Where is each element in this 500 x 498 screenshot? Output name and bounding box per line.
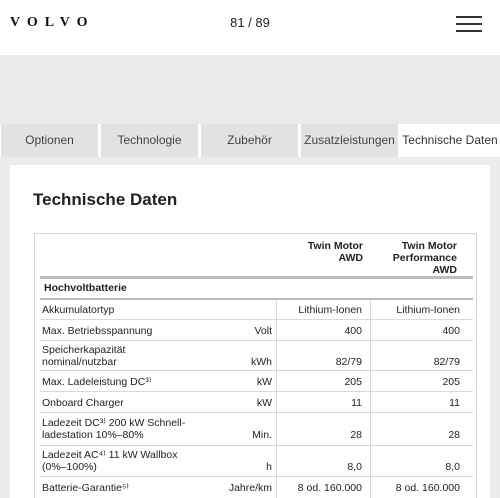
tab-technische-daten[interactable]: Technische Daten (400, 124, 500, 157)
row-unit: Jahre/km (228, 482, 272, 494)
row-value-2: Lithium-Ionen (396, 304, 460, 316)
row-value-1: Lithium-Ionen (298, 304, 362, 316)
table-row (40, 341, 473, 371)
volvo-logo[interactable]: VOLVO (10, 15, 95, 30)
row-value-1: 400 (344, 325, 362, 337)
row-label: Ladezeit DC³⁾ 200 kW Schnell- ladestation 10%–80% (42, 417, 186, 441)
table-row (40, 413, 473, 446)
table-row (40, 477, 473, 498)
row-value-1: 8,0 (347, 461, 362, 473)
row-unit: Volt (254, 325, 272, 337)
row-value-1: 28 (350, 429, 362, 441)
tab-bar (0, 124, 500, 157)
row-value-1: 8 od. 160.000 (297, 482, 362, 494)
row-value-1: 82/79 (335, 356, 362, 368)
hamburger-menu-icon[interactable] (456, 14, 482, 34)
top-header (0, 0, 500, 52)
spec-card (10, 165, 490, 498)
row-value-2: 205 (442, 376, 460, 388)
row-value-1: 205 (344, 376, 362, 388)
banner-area (0, 55, 500, 124)
row-label: Batterie-Garantie⁵⁾ (42, 482, 129, 494)
table-row (40, 320, 473, 341)
content-area (0, 157, 500, 498)
tab-optionen[interactable]: Optionen (1, 124, 98, 157)
tab-zubehoer[interactable]: Zubehör (201, 124, 298, 157)
section-title: Technische Daten (33, 190, 178, 209)
table-row (40, 371, 473, 392)
table-row (40, 300, 473, 320)
row-label: Akkumulatortyp (42, 304, 115, 316)
row-label: Max. Betriebsspannung (42, 325, 153, 337)
row-label: Ladezeit AC⁴⁾ 11 kW Wallbox (0%–100%) (42, 449, 178, 473)
row-unit: Min. (252, 429, 272, 441)
row-value-1: 11 (351, 397, 362, 409)
table-row (40, 446, 473, 477)
row-value-2: 28 (448, 429, 460, 441)
row-unit: kW (256, 397, 272, 409)
page-counter: 81 / 89 (230, 15, 270, 30)
row-value-2: 11 (449, 397, 460, 409)
row-value-2: 400 (442, 325, 460, 337)
row-value-2: 8,0 (445, 461, 460, 473)
row-unit: kW (256, 376, 272, 388)
row-label: Onboard Charger (42, 397, 124, 409)
column-header-twin-motor-awd: Twin Motor AWD (307, 240, 363, 264)
row-value-2: 8 od. 160.000 (395, 482, 460, 494)
table-row (40, 392, 473, 413)
tab-zusatzleistungen[interactable]: Zusatzleistungen (301, 124, 398, 157)
row-label: Max. Ladeleistung DC³⁾ (42, 376, 152, 388)
group-header (40, 276, 473, 300)
row-unit: h (266, 461, 272, 473)
spec-table (34, 233, 477, 498)
row-unit: kWh (251, 356, 272, 368)
group-title: Hochvoltbatterie (44, 282, 127, 294)
column-header-twin-motor-performance-awd: Twin Motor Performance AWD (392, 240, 457, 276)
row-label: Speicherkapazität nominal/nutzbar (42, 344, 126, 368)
row-value-2: 82/79 (433, 356, 460, 368)
tab-technologie[interactable]: Technologie (101, 124, 198, 157)
